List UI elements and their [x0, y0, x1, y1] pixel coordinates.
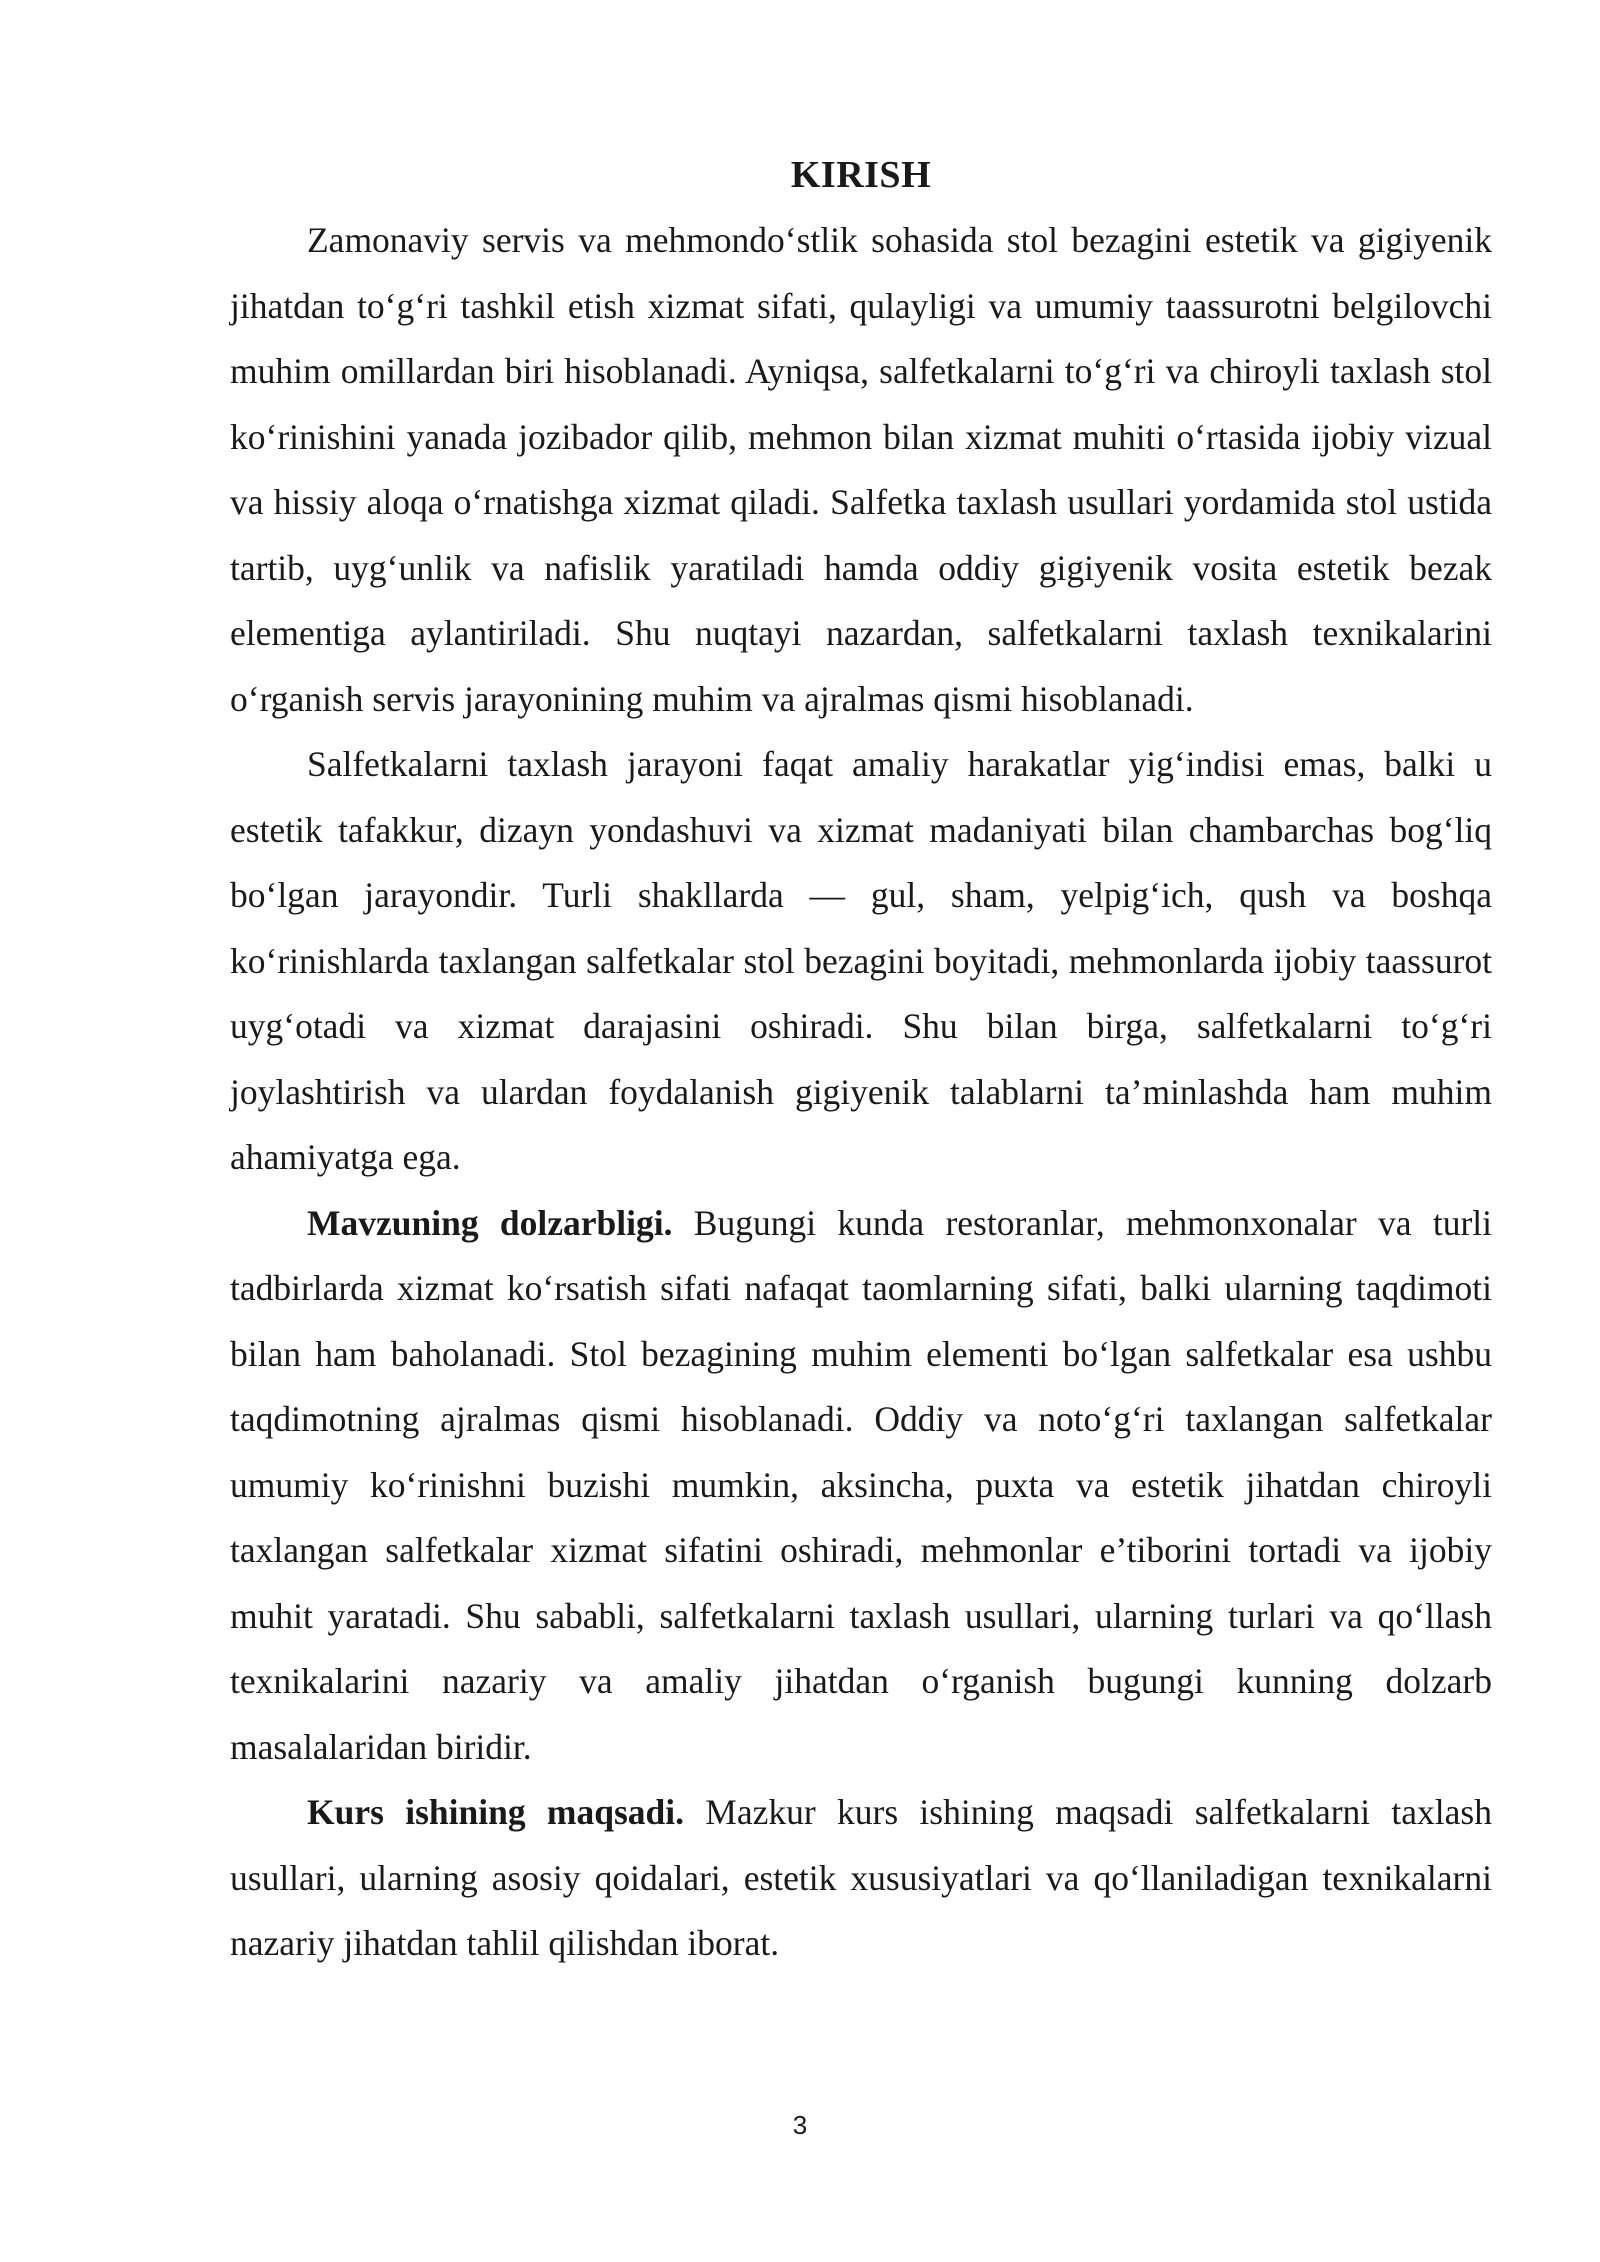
paragraph-text: Salfetkalarni taxlash jarayoni faqat amaliy harakatlar yig‘indisi emas, balki u estetik tafakkur, dizayn yondashuvi va xizmat madaniyati bilan chambarchas bog‘liq bo‘lgan jarayondir. Turli shakllarda — gul, sham, yelpig‘ich, qush va boshqa ko‘rinishlarda taxlangan salfetkalar stol bezagini boyitadi, mehmonlarda ijobiy taassurot uyg‘otadi va xizmat darajasini oshiradi. Shu bilan birga, salfetkalarni to‘g‘ri joylashtirish va ulardan foydalanish gigiyenik talablarni ta’minlashda ham muhim ahamiyatga ega. [230, 744, 1492, 1177]
paragraph-process [230, 732, 1492, 1191]
paragraph-goal [230, 1780, 1492, 1977]
page-content [230, 146, 1492, 1977]
paragraph-lead: Mavzuning dolzarbligi. [307, 1202, 673, 1243]
paragraph-text: Bugungi kunda restoranlar, mehmonxonalar va turli tadbirlarda xizmat ko‘rsatish sifati nafaqat taomlarning sifati, balki ularning taqdimoti bilan ham baholanadi. Stol bezagining muhim elementi bo‘lgan salfetkalar esa ushbu taqdimotning ajralmas qismi hisoblanadi. Oddiy va noto‘g‘ri taxlangan salfetkalar umumiy ko‘rinishni buzishi mumkin, aksincha, puxta va estetik jihatdan chiroyli taxlangan salfetkalar xizmat sifatini oshiradi, mehmonlar e’tiborini tortadi va ijobiy muhit yaratadi. Shu sababli, salfetkalarni taxlash usullari, ularning turlari va qo‘llash texnikalarini nazariy va amaliy jihatdan o‘rganish bugungi kunning dolzarb masalalaridan biridir. [230, 1202, 1492, 1767]
paragraph-text: Zamonaviy servis va mehmondo‘stlik sohasida stol bezagini estetik va gigiyenik jihatdan to‘g‘ri tashkil etish xizmat sifati, qulayligi va umumiy taassurotni belgilovchi muhim omillardan biri hisoblanadi. Ayniqsa, salfetkalarni to‘g‘ri va chiroyli taxlash stol ko‘rinishini yanada jozibador qilib, mehmon bilan xizmat muhiti o‘rtasida ijobiy vizual va hissiy aloqa o‘rnatishga xizmat qiladi. Salfetka taxlash usullari yordamida stol ustida tartib, uyg‘unlik va nafislik yaratiladi hamda oddiy gigiyenik vosita estetik bezak elementiga aylantiriladi. Shu nuqtayi nazardan, salfetkalarni taxlash texnikalarini o‘rganish servis jarayonining muhim va ajralmas qismi hisoblanadi. [230, 220, 1492, 719]
paragraph-intro [230, 208, 1492, 732]
section-heading: KIRISH [790, 154, 932, 196]
page-number: 3 [792, 2110, 808, 2140]
paragraph-text: Mazkur kurs ishining maqsadi salfetkalarni taxlash usullari, ularning asosiy qoidalari, estetik xususiyatlari va qo‘llaniladigan texnikalarni nazariy jihatdan tahlil qilishdan iborat. [230, 1792, 1492, 1963]
paragraph-lead: Kurs ishining maqsadi. [307, 1792, 685, 1832]
paragraph-relevance [230, 1191, 1492, 1781]
